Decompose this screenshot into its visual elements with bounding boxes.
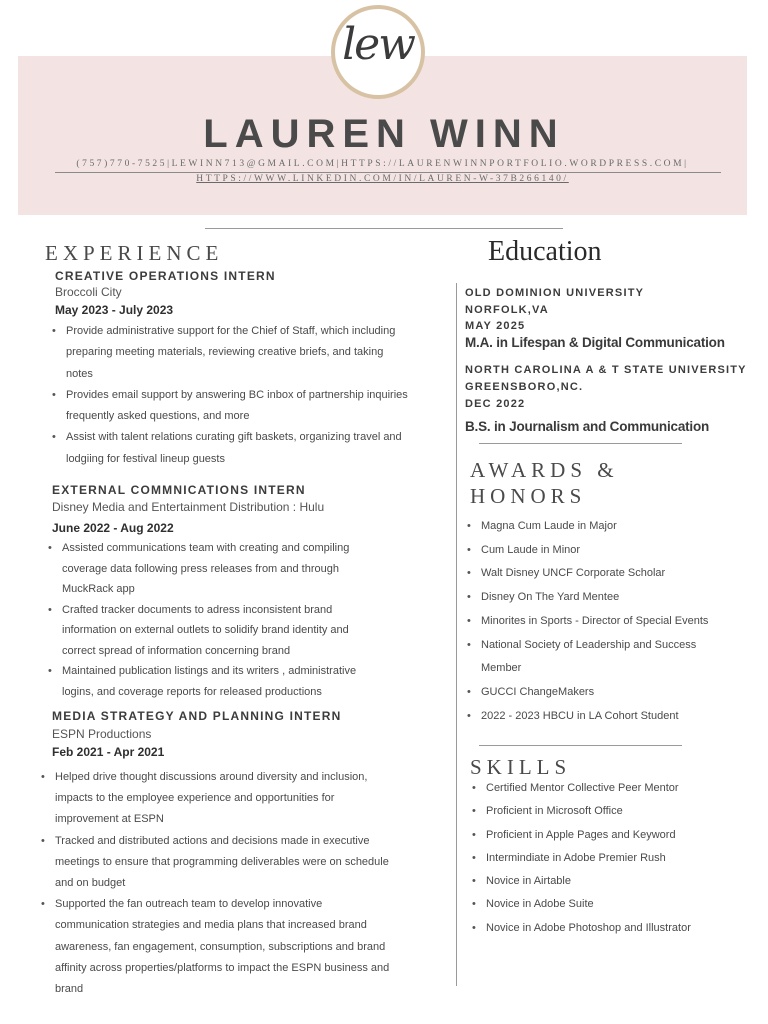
job-bullet: • Maintained publication listings and its writers , administrative logins, and coverage reports for released productions [48, 661, 372, 702]
skill-item: • Intermindiate in Adobe Premier Rush [472, 847, 732, 870]
contact-divider [55, 172, 721, 173]
job-bullet: • Helped drive thought discussions around diversity and inclusion, impacts to the employee experience and opportunities for improvement at ESPN [41, 767, 399, 831]
job-bullet: • Tracked and distributed actions and decisions made in executive meetings to ensure that programming deliverables were on schedule and on budget [41, 831, 399, 895]
monogram-logo [331, 5, 425, 99]
education-heading: Education [488, 236, 602, 267]
skills-list [472, 777, 732, 940]
job-dates: June 2022 - Aug 2022 [52, 521, 174, 535]
school-name: NORTH CAROLINA A & T STATE UNIVERSITY [465, 364, 747, 376]
skill-item: • Novice in Airtable [472, 870, 732, 893]
job-bullet: • Supported the fan outreach team to develop innovative communication strategies and media plans that increased brand awareness, fan engagement, consumption, subscriptions and brand affinity across properties/platforms to impact the ESPN business and brand [41, 894, 399, 1000]
awards-list [467, 515, 737, 728]
award-item: • GUCCI ChangeMakers [467, 681, 737, 705]
linkedin-link[interactable]: HTTPS://WWW.LINKEDIN.COM/IN/LAUREN-W-37B266140/ [196, 174, 569, 184]
award-item: • 2022 - 2023 HBCU in LA Cohort Student [467, 705, 737, 729]
school-location: GREENSBORO,NC. [465, 381, 584, 393]
contact-info[interactable]: (757)770-7525|LEWINN713@GMAIL.COM|HTTPS://LAURENWINNPORTFOLIO.WORDPRESS.COM| [76, 159, 689, 169]
job-bullet: • Crafted tracker documents to adress inconsistent brand information on external outlets to solidify brand identity and correct spread of information concerning brand [48, 600, 372, 662]
candidate-name: LAUREN WINN [203, 112, 565, 156]
school-name: OLD DOMINION UNIVERSITY [465, 287, 645, 299]
school-date: MAY 2025 [465, 320, 526, 332]
awards-heading-line1: AWARDS & [470, 458, 619, 482]
award-item: • Cum Laude in Minor [467, 539, 737, 563]
skill-item: • Novice in Adobe Suite [472, 893, 732, 916]
job-bullet-list [48, 538, 372, 702]
award-item: • Minorites in Sports - Director of Special Events [467, 610, 737, 634]
job-bullet-list [52, 321, 410, 470]
degree: M.A. in Lifespan & Digital Communication [465, 335, 725, 350]
school-location: NORFOLK,VA [465, 304, 549, 316]
skills-heading: SKILLS [470, 755, 572, 779]
award-item: • Walt Disney UNCF Corporate Scholar [467, 562, 737, 586]
award-item: • Magna Cum Laude in Major [467, 515, 737, 539]
job-title: CREATIVE OPERATIONS INTERN [55, 269, 276, 283]
job-bullet: • Assisted communications team with creating and compiling coverage data following press releases from and through MuckRack app [48, 538, 372, 600]
degree: B.S. in Journalism and Communication [465, 419, 710, 434]
job-dates: Feb 2021 - Apr 2021 [52, 745, 165, 759]
job-dates: May 2023 - July 2023 [55, 303, 174, 317]
skill-item: • Certified Mentor Collective Peer Mentor [472, 777, 732, 800]
experience-heading: EXPERIENCE [45, 241, 224, 265]
job-company: Disney Media and Entertainment Distribution : Hulu [52, 500, 325, 514]
skill-item: • Novice in Adobe Photoshop and Illustrator [472, 917, 732, 940]
skill-item: • Proficient in Apple Pages and Keyword [472, 824, 732, 847]
header-divider [205, 228, 563, 229]
logo-monogram-text: lew [342, 19, 414, 70]
job-bullet-list [41, 767, 399, 1000]
job-bullet: • Assist with talent relations curating gift baskets, organizing travel and lodgiing for festival lineup guests [52, 427, 410, 470]
education-divider [479, 443, 682, 444]
job-company: Broccoli City [55, 285, 122, 299]
job-title: EXTERNAL COMMNICATIONS INTERN [52, 483, 306, 497]
job-bullet: • Provide administrative support for the Chief of Staff, which including preparing meeting materials, reviewing creative briefs, and taking notes [52, 321, 410, 385]
awards-heading [470, 457, 619, 509]
job-title: MEDIA STRATEGY AND PLANNING INTERN [52, 709, 342, 723]
column-divider [456, 283, 457, 986]
award-item: • Disney On The Yard Mentee [467, 586, 737, 610]
awards-divider [479, 745, 682, 746]
awards-heading-line2: HONORS [470, 484, 587, 508]
school-date: DEC 2022 [465, 398, 526, 410]
job-bullet: • Provides email support by answering BC inbox of partnership inquiries frequently asked questions, and more [52, 385, 410, 428]
job-company: ESPN Productions [52, 727, 152, 741]
award-item: • National Society of Leadership and Success Member [467, 634, 737, 681]
skill-item: • Proficient in Microsoft Office [472, 800, 732, 823]
